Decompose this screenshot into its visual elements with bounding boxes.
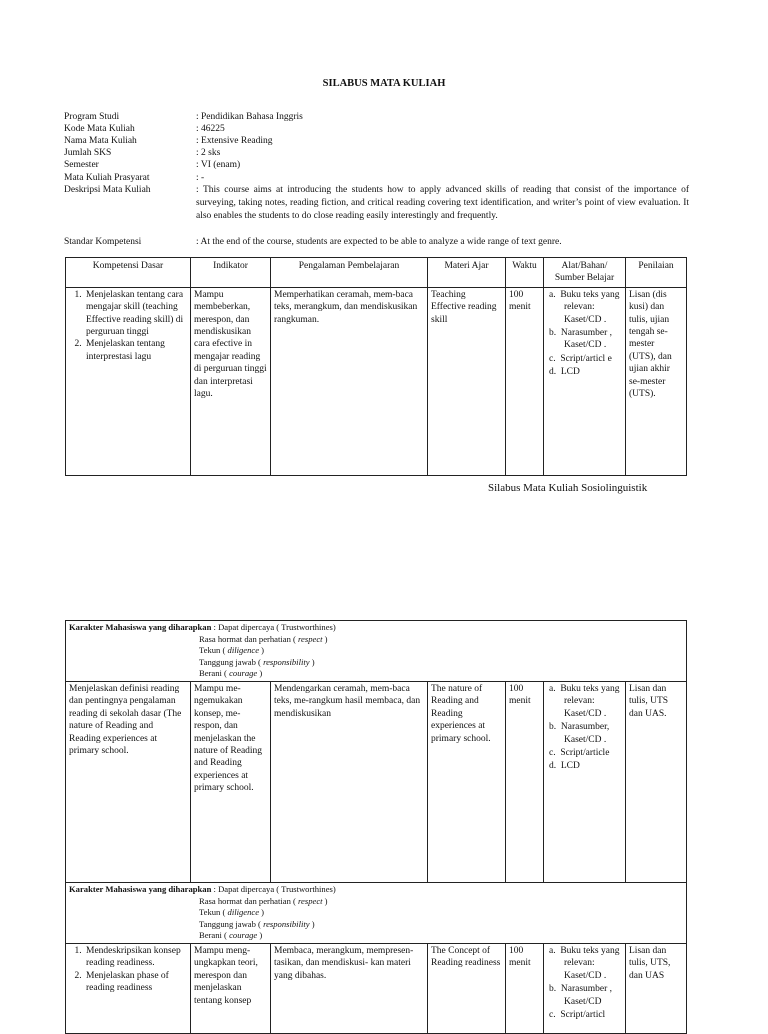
kompetensi-item: 1. Mendeskripsikan konsep reading readiness. — [84, 945, 187, 970]
cell-materi: The Concept of Reading readiness — [428, 943, 506, 1033]
table-row — [66, 287, 687, 475]
cell-waktu: 100 menit — [506, 943, 544, 1033]
info-label-kode: Kode Mata Kuliah — [64, 124, 135, 134]
cell-indikator: Mampu me-ngemukakan konsep, me-respon, dan menjelaskan the nature of Reading and Reading experiences at primary school. — [191, 681, 271, 882]
kompetensi-item: 1. Menjelaskan tentang cara mengajar skill (teaching Effective reading skill) di perguruan tinggi — [84, 289, 187, 339]
header-penilaian: Penilaian — [626, 258, 687, 288]
alat-list — [547, 289, 622, 379]
cell-kompetensi: Menjelaskan definisi reading dan pentingnya pengalaman reading di sekolah dasar (The nature of Reading and Reading experiences at primary school. — [66, 681, 191, 882]
cell-pengalaman: Memperhatikan ceramah, mem-baca teks, merangkum, dan mendiskusikan rangkuman. — [271, 287, 428, 475]
cell-pengalaman: Membaca, merangkum, mempresen-tasikan, dan mendiskusi- kan materi yang dibahas. — [271, 943, 428, 1033]
header-waktu: Waktu — [506, 258, 544, 288]
info-label-semester: Semester — [64, 160, 99, 170]
info-label-prasyarat: Mata Kuliah Prasyarat — [64, 173, 150, 183]
karakter-item: Rasa hormat dan perhatian ( respect ) — [199, 895, 328, 906]
alat-item: c. Script/articl e — [549, 353, 612, 364]
cell-materi: The nature of Reading and Reading experiences at primary school. — [428, 681, 506, 882]
alat-item: b. Narasumber , Kaset/CD — [549, 984, 613, 1007]
alat-item: a. Buku teks yang relevan: Kaset/CD . — [549, 945, 620, 981]
karakter-cell — [66, 621, 687, 682]
alat-item: b. Narasumber , Kaset/CD . — [549, 328, 613, 351]
table-header-row — [66, 258, 687, 288]
info-value-prasyarat: : - — [196, 173, 205, 183]
info-value-program: : Pendidikan Bahasa Inggris — [196, 112, 303, 122]
cell-kompetensi — [66, 943, 191, 1033]
cell-penilaian: Lisan dan tulis, UTS, dan UAS — [626, 943, 687, 1033]
karakter-first: : Dapat dipercaya ( Trustworthines) — [211, 622, 336, 632]
alat-list — [547, 945, 622, 1021]
karakter-first: : Dapat dipercaya ( Trustworthines) — [211, 883, 336, 894]
kompetensi-item: 2. Menjelaskan tentang interprestasi lagu — [84, 338, 187, 363]
karakter-row — [66, 882, 687, 943]
alat-item: a. Buku teks yang relevan: Kaset/CD . — [549, 683, 620, 719]
standar-label: Standar Kompetensi — [64, 237, 142, 247]
header-pengalaman: Pengalaman Pembelajaran — [271, 258, 428, 288]
header-indikator: Indikator — [191, 258, 271, 288]
header-alat: Alat/Bahan/ Sumber Belajar — [544, 258, 626, 288]
info-value-sks: : 2 sks — [196, 148, 221, 158]
karakter-item: Berani ( courage ) — [199, 668, 263, 679]
footnote: Silabus Mata Kuliah Sosiolinguistik — [488, 482, 648, 494]
karakter-item: Tekun ( diligence ) — [199, 645, 265, 656]
header-materi: Materi Ajar — [428, 258, 506, 288]
cell-alat — [544, 287, 626, 475]
cell-materi: Teaching Effective reading skill — [428, 287, 506, 475]
alat-item: a. Buku teks yang relevan: Kaset/CD . — [549, 289, 620, 325]
deskripsi-text: : This course aims at introducing the students how to apply advanced skills of reading that consist of the importance of surveying, taking notes, reading fiction, and critical reading covering text identification, and writer’s point of view evaluation. It also enables the students to do close reading easily interestingly and frequently. — [196, 185, 689, 221]
karakter-label: Karakter Mahasiswa yang diharapkan — [69, 622, 212, 632]
karakter-item: Tanggung jawab ( responsibility ) — [199, 918, 315, 929]
cell-waktu: 100 menit — [506, 287, 544, 475]
alat-item: d. LCD — [549, 367, 580, 378]
cell-waktu: 100 menit — [506, 681, 544, 882]
header-kompetensi: Kompetensi Dasar — [66, 258, 191, 288]
info-label-program: Program Studi — [64, 112, 120, 122]
cell-indikator: Mampu meng-ungkapkan teori, merespon dan menjelaskan tentang konsep — [191, 943, 271, 1033]
karakter-label: Karakter Mahasiswa yang diharapkan — [69, 883, 212, 894]
document-title: SILABUS MATA KULIAH — [322, 78, 446, 89]
karakter-cell — [66, 882, 687, 943]
info-value-semester: : VI (enam) — [196, 160, 241, 170]
cell-indikator: Mampu membeberkan, merespon, dan mendiskusikan cara efective in mengajar reading di perguruan tinggi dan interpretasi lagu. — [191, 287, 271, 475]
info-value-nama: : Extensive Reading — [196, 136, 273, 146]
karakter-item: Berani ( courage ) — [199, 930, 263, 941]
cell-penilaian: Lisan dan tulis, UTS dan UAS. — [626, 681, 687, 882]
karakter-row — [66, 621, 687, 682]
karakter-item: Rasa hormat dan perhatian ( respect ) — [199, 633, 328, 644]
alat-item: c. Script/article — [549, 748, 610, 758]
table-row — [66, 681, 687, 882]
info-label-sks: Jumlah SKS — [64, 148, 112, 158]
alat-item: d. LCD — [549, 761, 580, 772]
info-value-kode: : 46225 — [196, 124, 225, 134]
syllabus-table-1 — [65, 257, 687, 476]
info-label-nama: Nama Mata Kuliah — [64, 136, 137, 146]
alat-item: b. Narasumber, Kaset/CD . — [549, 722, 610, 745]
syllabus-table-2 — [65, 620, 687, 1034]
karakter-item: Tanggung jawab ( responsibility ) — [199, 656, 315, 667]
deskripsi-label: Deskripsi Mata Kuliah — [64, 185, 151, 195]
cell-kompetensi — [66, 287, 191, 475]
alat-list — [547, 683, 622, 773]
karakter-item: Tekun ( diligence ) — [199, 907, 265, 918]
standar-text: : At the end of the course, students are expected to be able to analyze a wide range of text genre. — [196, 237, 562, 247]
cell-pengalaman: Mendengarkan ceramah, mem-baca teks, me-rangkum hasil membaca, dan mendiskusikan — [271, 681, 428, 882]
cell-alat — [544, 681, 626, 882]
table-row — [66, 943, 687, 1033]
cell-alat — [544, 943, 626, 1033]
kompetensi-item: 2. Menjelaskan phase of reading readiness — [84, 970, 187, 995]
alat-item: c. Script/articl — [549, 1009, 606, 1020]
cell-penilaian: Lisan (dis kusi) dan tulis, ujian tengah se-mester (UTS), dan ujian akhir se-mester (UTS). — [626, 287, 687, 475]
